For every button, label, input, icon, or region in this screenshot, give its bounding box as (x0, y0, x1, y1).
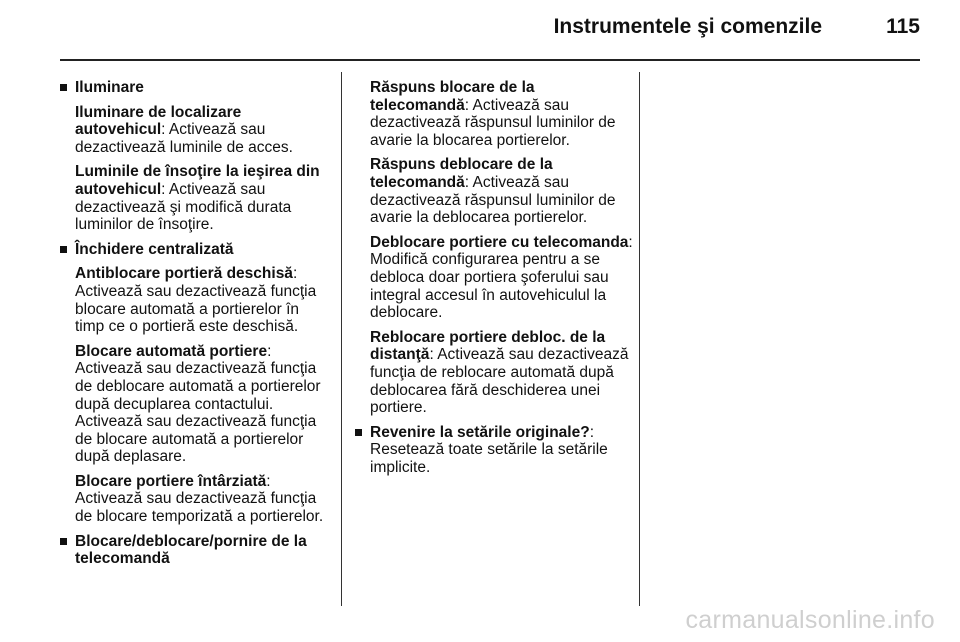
setting-description: Activează sau dezactivează funcţia blocare automată a portierelor în timp ce o portieră este deschisă. (75, 282, 317, 336)
setting-description: Activează sau dezactivează răspunsul luminilor de avarie la deblocarea portierelor. (370, 173, 616, 227)
setting-entry: Blocare portiere întârziată: Activează sau dezactivează funcţia de blocare temporizată a portierelor. (75, 472, 324, 526)
setting-name: Blocare portiere întârziată (75, 472, 267, 490)
bullet-section-central-locking (60, 241, 332, 526)
setting-name: Răspuns blocare de la telecomandă (370, 79, 535, 114)
setting-description: Activează sau dezactivează funcţia de blocare temporizată a portierelor. (75, 490, 324, 526)
square-bullet-icon (60, 538, 67, 545)
bullet-title: Blocare/deblocare/pornire de la telecomandă (75, 532, 307, 568)
bullet-section-lighting (60, 79, 332, 234)
setting-name: Antiblocare portieră deschisă (75, 265, 293, 283)
setting-name: Reblocare portiere debloc. de la distanţă (370, 328, 606, 364)
setting-description: Modifică configurarea pentru a se debloca doar portiera şoferului sau integral accesul în autovehiculul la deblocare. (370, 251, 609, 322)
setting-entry: Răspuns blocare de la telecomandă: Activează sau dezactivează răspunsul luminilor de avarie la blocarea portierelor. (370, 79, 616, 149)
setting-name: Revenire la setările originale? (370, 423, 590, 441)
watermark: carmanualsonline.info (685, 606, 935, 634)
setting-entry: Antiblocare portieră deschisă: Activează sau dezactivează funcţia blocare automată a portierelor în timp ce o portieră este deschisă. (75, 265, 317, 336)
setting-entry: Iluminare de localizare autovehicul: Activează sau dezactivează luminile de acces. (75, 103, 293, 156)
bullet-section-reset (355, 424, 635, 477)
middle-column (355, 79, 635, 483)
header-title: Instrumentele şi comenzile (553, 15, 822, 38)
square-bullet-icon (60, 246, 67, 253)
left-column (60, 79, 332, 575)
setting-entry: Blocare automată portiere: Activează sau dezactivează funcţia de deblocare automată a portierelor după decuplarea contactului. Activează sau dezactivează funcţia de blocare automată a portierelor după deplasare. (75, 342, 321, 466)
remote-settings (355, 79, 635, 417)
setting-name: Deblocare portiere cu telecomanda (370, 233, 629, 251)
bullet-title: Iluminare (75, 79, 144, 96)
square-bullet-icon (60, 84, 67, 91)
setting-description: Activează sau dezactivează răspunsul luminilor de avarie la blocarea portierelor. (370, 96, 616, 149)
setting-entry: Revenire la setările originale?: Resetează toate setările la setările implicite. (370, 423, 608, 476)
setting-description: Activează sau dezactivează luminile de acces. (75, 121, 293, 156)
setting-name: Iluminare de localizare autovehicul (75, 103, 242, 139)
setting-name: Răspuns deblocare de la telecomandă (370, 156, 553, 191)
column-divider (639, 72, 640, 606)
setting-entry: Luminile de însoţire la ieşirea din autovehicul: Activează sau dezactivează şi modifică durata luminilor de însoţire. (75, 163, 320, 234)
setting-name: Luminile de însoţire la ieşirea din autovehicul (75, 163, 320, 198)
square-bullet-icon (355, 429, 362, 436)
bullet-section-remote (60, 533, 332, 568)
setting-entry: Reblocare portiere debloc. de la distanţă: Activează sau dezactivează funcţia de reblocare automată după deblocarea fără deschiderea unei portiere. (370, 328, 629, 417)
setting-description: Resetează toate setările la setările implicite. (370, 441, 608, 476)
setting-description: Activează sau dezactivează funcţia de reblocare automată după deblocarea fără deschiderea unei portiere. (370, 346, 629, 417)
page-number: 115 (886, 15, 920, 38)
setting-description: Activează sau dezactivează funcţia de deblocare automată a portierelor după decuplarea contactului. Activează sau dezactivează funcţia de blocare automată a portierelor după deplasare. (75, 360, 321, 466)
bullet-title: Închidere centralizată (75, 240, 234, 258)
setting-name: Blocare automată portiere (75, 342, 268, 360)
column-divider (341, 72, 342, 606)
setting-entry: Deblocare portiere cu telecomanda: Modifică configurarea pentru a se debloca doar portiera şoferului sau integral accesul în autovehiculul la deblocare. (370, 233, 633, 322)
setting-entry: Răspuns deblocare de la telecomandă: Activează sau dezactivează răspunsul luminilor de avarie la deblocarea portierelor. (370, 156, 616, 227)
header-rule (60, 59, 920, 61)
setting-description: Activează sau dezactivează şi modifică durata luminilor de însoţire. (75, 180, 292, 234)
